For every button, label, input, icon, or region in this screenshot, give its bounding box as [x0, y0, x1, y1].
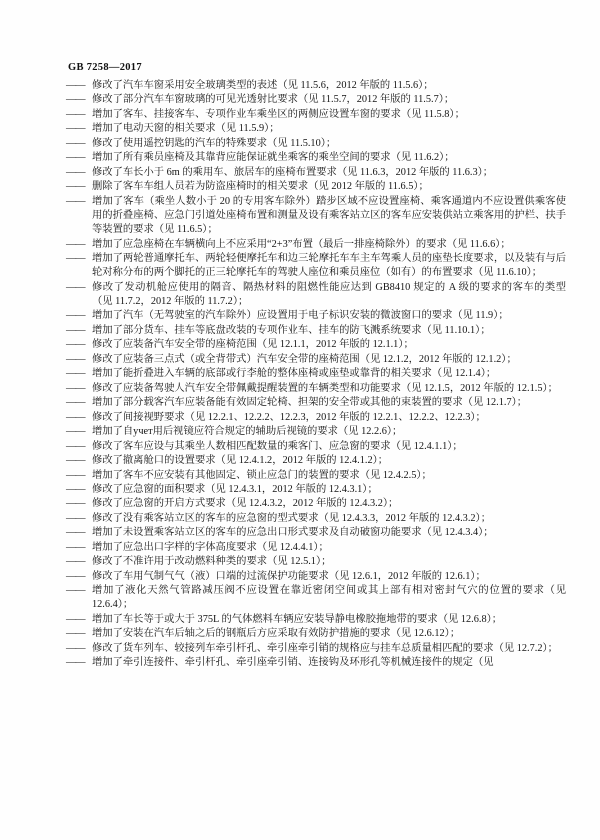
list-item [66, 440, 566, 454]
list-item-text: 删除了客车车组人员若为防盗座椅时的相关要求（见 2012 年版的 11.6.5）； [92, 181, 429, 193]
dash-marker: —— [66, 108, 85, 120]
dash-marker: —— [66, 426, 85, 438]
dash-marker: —— [66, 152, 85, 164]
list-item [66, 497, 566, 511]
list-item [66, 454, 566, 468]
list-item-text: 增加了客车、挂接客车、专项作业车乘坐区的两侧应设置车窗的要求（见 11.5.8）； [92, 108, 465, 120]
list-item-text: 增加了液化天然气管路减压阀不应设置在靠近密闭空间或其上部有相对密封气穴的位置的要求（见 12.6.4）； [92, 585, 566, 611]
list-item-text: 增加了牵引连接件、牵引杆孔、牵引座牵引销、连接钩及环形孔等机械连接件的规定（见 [92, 657, 494, 669]
dash-marker: —— [66, 556, 85, 568]
list-item [66, 151, 566, 165]
list-item [66, 252, 566, 280]
list-item-text: 修改了汽车车窗采用安全玻璃类型的表述（见 11.5.6，2012 年版的 11.5.6）； [92, 80, 434, 91]
list-item-text: 增加了客车（乘坐人数小于 20 的专用客车除外）踏步区域不应设置座椅、乘客通道内不应设置供乘客使用的折叠座椅、应急门引道处座椅布置和测量及设有乘客站立区的客车应安装供站立乘客用的护栏、扶手等装置的要求（见 11.6.5）； [92, 195, 566, 236]
dash-marker: —— [66, 469, 85, 481]
list-item-text: 修改了应急窗的面积要求（见 12.4.3.1，2012 年版的 12.4.3.1）； [92, 484, 378, 495]
dash-marker: —— [66, 368, 85, 380]
dash-marker: —— [66, 339, 85, 351]
list-item [66, 309, 566, 323]
list-item [66, 108, 566, 122]
dash-marker: —— [66, 80, 85, 91]
list-item [66, 526, 566, 540]
dash-marker: —— [66, 94, 85, 106]
dash-marker: —— [66, 324, 85, 336]
list-item [66, 238, 566, 252]
list-item-text: 增加了安装在汽车后轴之后的钢瓶后方应采取有效防护措施的要求（见 12.6.12）； [92, 628, 461, 640]
list-item-text: 修改了应装备汽车安全带的座椅范围（见 12.1.1，2012 年版的 12.1.1）； [92, 339, 414, 351]
dash-marker: —— [66, 253, 85, 265]
clause-list [66, 79, 566, 671]
dash-marker: —— [66, 657, 85, 669]
list-item-text: 增加了部分载客汽车应装备能有效固定轮椅、担架的安全带或其他的束装置的要求（见 12.1.7）； [92, 397, 528, 409]
page-header: GB 7258—2017 [68, 62, 142, 73]
list-item-text: 增加了车长等于或大于 375L 的气体燃料车辆应安装导静电橡胶拖地带的要求（见 12.6.8）； [92, 613, 503, 625]
dash-marker: —— [66, 353, 85, 365]
list-item-text: 增加了客车不应安装有其他固定、锁止应急门的装置的要求（见 12.4.2.5）； [92, 469, 432, 481]
dash-marker: —— [66, 310, 85, 322]
list-item-text: 修改了间接视野要求（见 12.2.1、12.2.2、12.2.3，2012 年版的 12.2.1、12.2.2、12.2.3）； [92, 411, 486, 423]
dash-marker: —— [66, 281, 85, 293]
list-item-text: 修改了发动机舱应使用的隔音、隔热材料的阻燃性能应达到 GB8410 规定的 A 级的要求的客车的类型（见 11.7.2，2012 年版的 11.7.2）； [92, 281, 566, 307]
dash-marker: —— [66, 455, 85, 467]
list-item-text: 修改了应装备驾驶人汽车安全带佩戴提醒装置的车辆类型和功能要求（见 12.1.5，2012 年版的 12.1.5）； [92, 382, 558, 394]
dash-marker: —— [66, 498, 85, 510]
dash-marker: —— [66, 137, 85, 149]
list-item-text: 增加了汽车（无驾驶室的汽车除外）应设置用于电子标识安装的微波窗口的要求（见 11.9）； [92, 310, 509, 322]
dash-marker: —— [66, 585, 85, 597]
list-item [66, 425, 566, 439]
list-item [66, 281, 566, 309]
list-item [66, 512, 566, 526]
list-item-text: 增加了自учет用后视镜应符合规定的辅助后视镜的要求（见 12.2.6）； [92, 426, 403, 438]
list-item-text: 增加了电动天窗的相关要求（见 11.5.9）； [92, 123, 280, 135]
dash-marker: —— [66, 484, 85, 495]
list-item [66, 483, 566, 497]
dash-marker: —— [66, 541, 85, 553]
list-item-text: 修改了货车列车、较接列车牵引杆孔、牵引座牵引销的规格应与挂车总质量相匹配的要求（见 12.7.2）； [92, 642, 558, 654]
dash-marker: —— [66, 628, 85, 640]
dash-marker: —— [66, 382, 85, 394]
list-item-text: 修改了部分汽车车窗玻璃的可见光透射比要求（见 11.5.7，2012 年版的 11.5.7）； [92, 94, 455, 106]
dash-marker: —— [66, 570, 85, 582]
list-item [66, 367, 566, 381]
list-item [66, 324, 566, 338]
list-item [66, 627, 566, 641]
list-item [66, 555, 566, 569]
dash-marker: —— [66, 512, 85, 524]
dash-marker: —— [66, 642, 85, 654]
list-item [66, 396, 566, 410]
dash-marker: —— [66, 397, 85, 409]
list-item [66, 180, 566, 194]
list-item [66, 353, 566, 367]
list-item-text: 修改了应急窗的开启方式要求（见 12.4.3.2，2012 年版的 12.4.3.2）； [92, 498, 399, 510]
list-item [66, 656, 566, 670]
list-item-text: 修改了没有乘客站立区的客车的应急窗的型式要求（见 12.4.3.3，2012 年版的 12.4.3.2）； [92, 512, 492, 524]
list-item [66, 411, 566, 425]
list-item [66, 584, 566, 612]
dash-marker: —— [66, 238, 85, 250]
list-item [66, 166, 566, 180]
list-item [66, 137, 566, 151]
list-item [66, 469, 566, 483]
list-item-text: 修改了撤离舱口的设置要求（见 12.4.1.2，2012 年版的 12.4.1.2）； [92, 455, 389, 467]
list-item [66, 79, 566, 93]
dash-marker: —— [66, 166, 85, 178]
list-item-text: 增加了所有乘员座椅及其靠背应能保证就坐乘客的乘坐空间的要求（见 11.6.2）； [92, 152, 455, 164]
list-item [66, 382, 566, 396]
dash-marker: —— [66, 181, 85, 193]
list-item-text: 修改了使用遥控钥匙的汽车的特殊要求（见 11.5.10）； [92, 137, 337, 149]
list-item-text: 增加了应急座椅在车辆横向上不应采用“2+3”布置（最后一排座椅除外）的要求（见 11.6.6）； [92, 238, 511, 250]
dash-marker: —— [66, 195, 85, 207]
list-item-text: 增加了应急出口字样的字体高度要求（见 12.4.4.1）； [92, 541, 329, 553]
list-item [66, 93, 566, 107]
list-item [66, 338, 566, 352]
dash-marker: —— [66, 123, 85, 135]
list-item [66, 541, 566, 555]
list-item [66, 195, 566, 237]
list-item-text: 修改了车长小于 6m 的乘用车、旅居车的座椅布置要求（见 11.6.3，2012 年版的 11.6.3）； [92, 166, 494, 178]
list-item-text: 增加了两轮普通摩托车、两轮轻便摩托车和边三轮摩托车车主车驾乘人员的座垫长度要求，以及装有与后轮对称分布的两个脚托的正三轮摩托车的驾驶人座位和乘员座位（如有）的布置要求（见 11.6.10）； [92, 253, 566, 279]
dash-marker: —— [66, 527, 85, 539]
list-item-text: 修改了应装备三点式（或全背带式）汽车安全带的座椅范围（见 12.1.2，2012 年版的 12.1.2）； [92, 353, 517, 365]
dash-marker: —— [66, 613, 85, 625]
list-item-text: 增加了未设置乘客站立区的客车的应急出口形式要求及自动破窗功能要求（见 12.4.3.4）； [92, 527, 494, 539]
dash-marker: —— [66, 411, 85, 423]
list-item [66, 122, 566, 136]
list-item [66, 570, 566, 584]
list-item-text: 增加了能折叠进入车辆的底部或行李舱的整体座椅或座垫或靠背的相关要求（见 12.1.4）； [92, 368, 497, 380]
list-item-text: 增加了部分货车、挂车等底盘改装的专项作业车、挂车的防飞溅系统要求（见 11.10.1）； [92, 324, 491, 336]
list-item [66, 642, 566, 656]
list-item-text: 修改了客车应设与其乘坐人数相匹配数量的乘客门、应急窗的要求（见 12.4.1.1）； [92, 440, 463, 452]
list-item-text: 修改了不准许用于改动燃料种类的要求（见 12.5.1）； [92, 556, 332, 568]
dash-marker: —— [66, 440, 85, 452]
list-item [66, 613, 566, 627]
list-item-text: 修改了车用气制气气（液）口端的过流保护功能要求（见 12.6.1，2012 年版的 12.6.1）； [92, 570, 486, 582]
